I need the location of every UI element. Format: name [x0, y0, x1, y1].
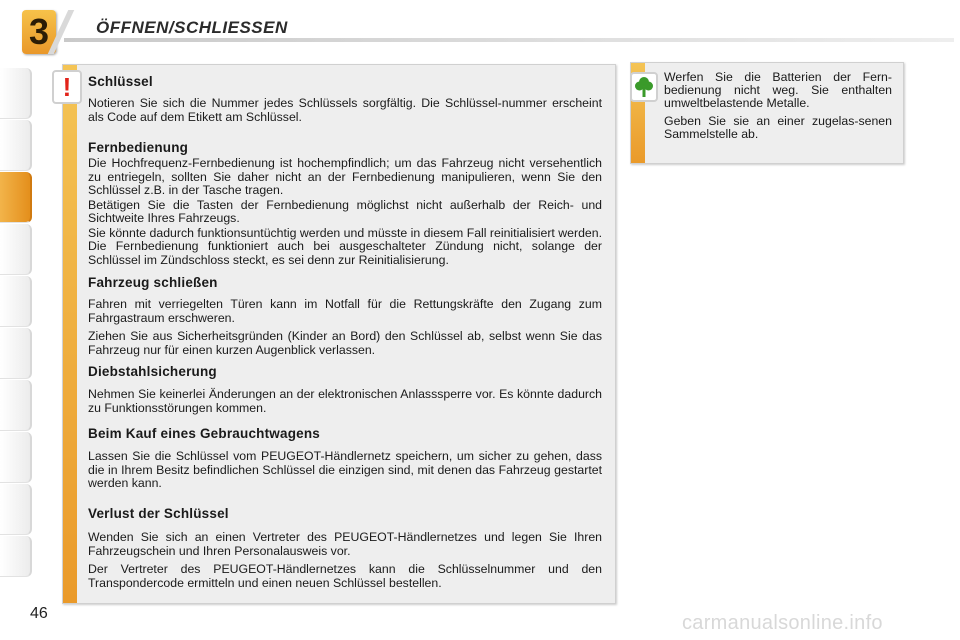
chapter-tab-8[interactable] — [0, 432, 32, 483]
section-gebrauchtwagen — [88, 426, 602, 491]
warning-icon — [52, 70, 82, 104]
chapter-number: 3 — [28, 11, 50, 52]
section-paragraph: Wenden Sie sich an einen Vertreter des PEUGEOT-Händlernetzes und legen Sie Ihren Fahrzeugschein und Ihren Personalausweis vor. — [88, 530, 602, 558]
section-diebstahlsicherung — [88, 364, 602, 415]
section-heading: Verlust der Schlüssel — [88, 506, 229, 521]
section-paragraph: Nehmen Sie keinerlei Änderungen an der elektronischen Anlasssperre vor. Es könnte dadurch zu Funktionsstörungen kommen. — [88, 387, 602, 415]
chapter-tabs — [0, 68, 34, 576]
section-paragraph: Sie könnte dadurch funktionsuntüchtig werden und müsste in diesem Fall reinitialisiert werden. Die Fernbedienung funktioniert auch bei ausgeschalteter Zündung nicht, solange der Schlüssel im Zündschloss steckt, es sei denn zur Reinitialisierung. — [88, 225, 603, 267]
chapter-tab-3-active[interactable] — [0, 172, 32, 223]
chapter-tab-2[interactable] — [0, 120, 32, 171]
environment-paragraph: Werfen Sie die Batterien der Fern-bedienung nicht weg. Sie enthalten umweltbelastende Metalle. — [664, 70, 892, 110]
chapter-tab-5[interactable] — [0, 276, 32, 327]
header-rule — [64, 38, 954, 42]
section-verlust — [88, 506, 602, 590]
chapter-title: ÖFFNEN/SCHLIESSEN — [96, 18, 288, 37]
tree-icon — [630, 72, 658, 102]
section-fahrzeug-schliessen — [88, 275, 602, 357]
section-schluessel — [88, 74, 602, 124]
page-number: 46 — [30, 605, 48, 622]
section-heading: Fernbedienung — [88, 140, 189, 155]
section-paragraph: Notieren Sie sich die Nummer jedes Schlüssels sorgfältig. Die Schlüssel-nummer erscheint als Code auf dem Etikett am Schlüssel. — [88, 96, 602, 124]
chapter-tab-1[interactable] — [0, 68, 32, 119]
section-heading: Beim Kauf eines Gebrauchtwagens — [88, 426, 321, 441]
chapter-tab-10[interactable] — [0, 536, 32, 577]
section-heading: Schlüssel — [88, 74, 153, 89]
section-heading: Diebstahlsicherung — [88, 364, 217, 379]
watermark: carmanualsonline.info — [682, 612, 883, 634]
environment-paragraph: Geben Sie sie an einer zugelas-senen Sammelstelle ab. — [664, 114, 892, 141]
section-paragraph: Die Hochfrequenz-Fernbedienung ist hochempfindlich; um das Fahrzeug nicht versehentlich zu entriegeln, sollten Sie daher nicht an der Fernbedienung manipulieren, wenn Sie den Schlüssel z.B. in der Tasche tragen. — [88, 156, 602, 197]
chapter-tab-9[interactable] — [0, 484, 32, 535]
section-paragraph: Fahren mit verriegelten Türen kann im Notfall für die Rettungskräfte den Zugang zum Fahrgastraum erschweren. — [88, 297, 602, 325]
chapter-tab-4[interactable] — [0, 224, 32, 275]
section-heading: Fahrzeug schließen — [88, 275, 218, 290]
section-fernbedienung — [88, 140, 602, 267]
environment-content — [664, 71, 892, 141]
section-paragraph: Der Vertreter des PEUGEOT-Händlernetzes kann die Schlüsselnummer und den Transpondercode ermitteln und einen neuen Schlüssel bestellen. — [88, 562, 602, 590]
panel-accent-stripe — [63, 65, 77, 603]
section-paragraph: Ziehen Sie aus Sicherheitsgründen (Kinder an Bord) den Schlüssel ab, selbst wenn Sie das Fahrzeug nur für einen kurzen Augenblick verlassen. — [88, 329, 602, 357]
chapter-tab-6[interactable] — [0, 328, 32, 379]
chapter-tab-7[interactable] — [0, 380, 32, 431]
warning-glyph: ! — [62, 72, 72, 102]
section-paragraph: Betätigen Sie die Tasten der Fernbedienung möglichst nicht außerhalb der Reich- und Sichtweite Ihres Fahrzeugs. — [88, 197, 602, 225]
tree-icon-graphic — [632, 74, 656, 100]
section-paragraph: Lassen Sie die Schlüssel vom PEUGEOT-Händlernetz speichern, um sicher zu gehen, dass die in Ihrem Besitz befindlichen Schlüssel die einzigen sind, mit denen das Fahrzeug gestartet werden kann. — [88, 449, 602, 490]
